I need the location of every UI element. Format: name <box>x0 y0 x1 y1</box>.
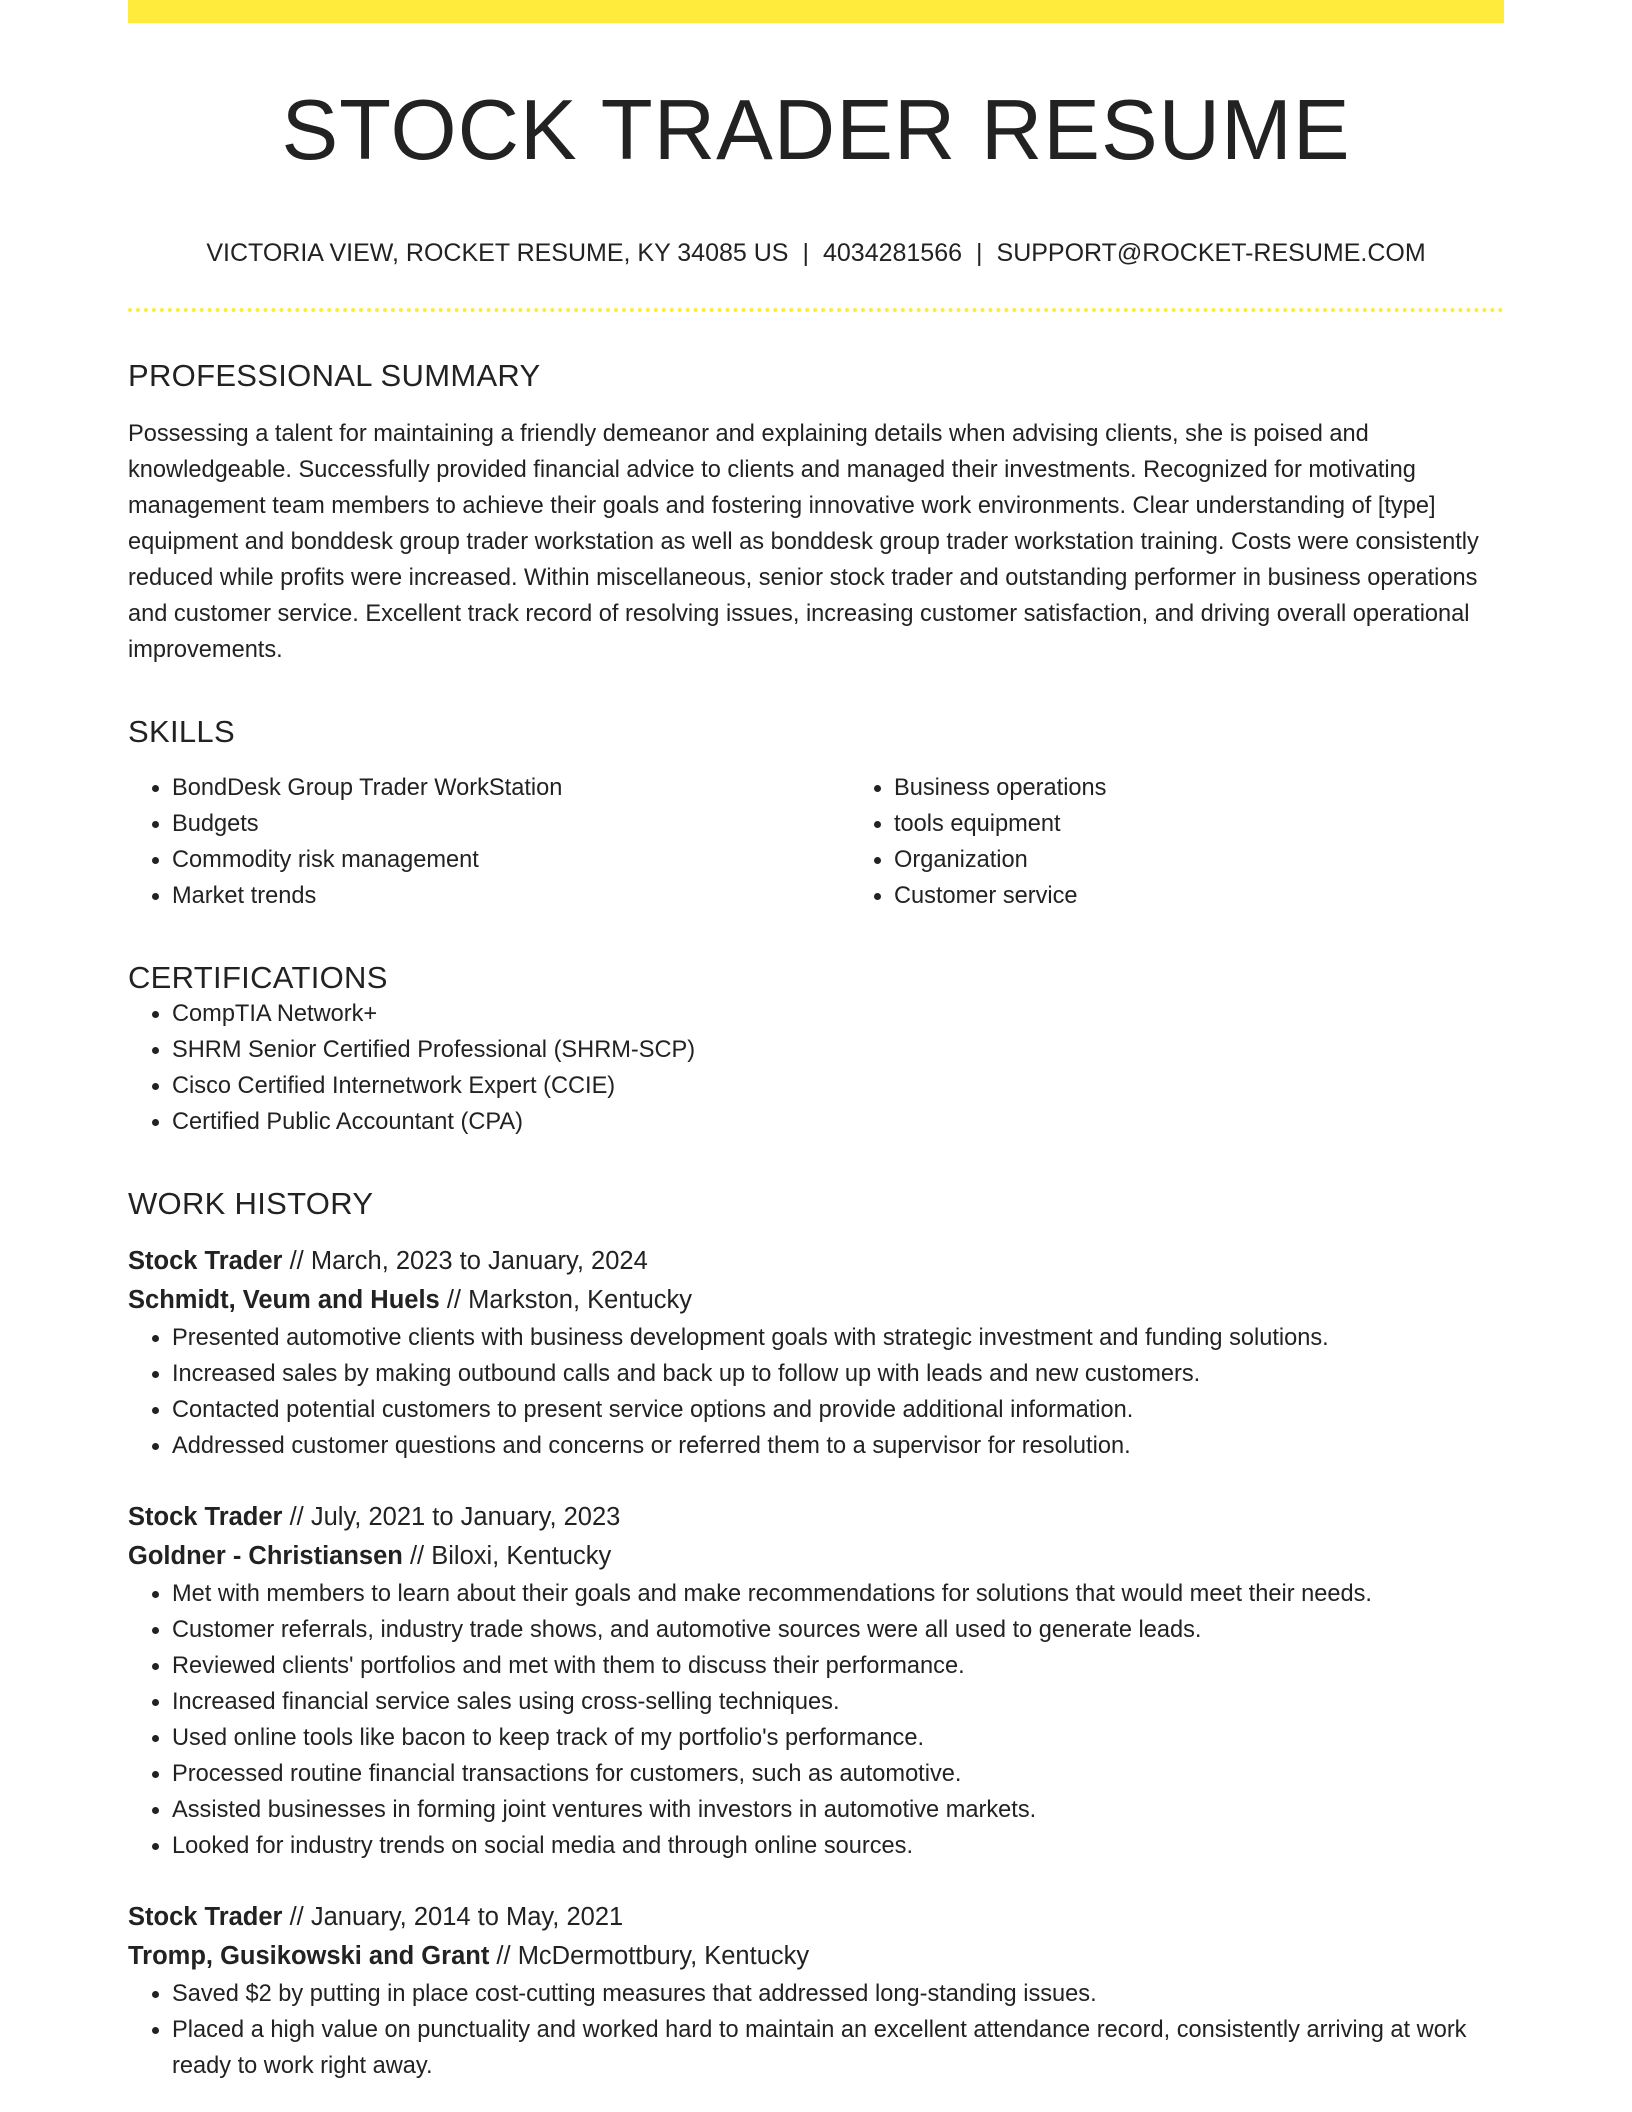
certification-item: • SHRM Senior Certified Professional (SHRM-SCP) <box>172 1032 1504 1068</box>
certification-item: • Cisco Certified Internetwork Expert (CCIE) <box>172 1068 1504 1104</box>
skills-column-right <box>850 770 1572 914</box>
skills-heading: SKILLS <box>128 713 235 749</box>
certifications-list <box>128 996 1504 1140</box>
job-bullets <box>128 1976 1504 2084</box>
job-bullet: • Reviewed clients' portfolios and met with them to discuss their performance. <box>172 1648 1504 1684</box>
job-separator: // <box>289 1903 304 1932</box>
job-entry <box>128 1498 1504 1864</box>
skill-item: • Organization <box>894 842 1572 878</box>
job-location: Biloxi, Kentucky <box>431 1542 612 1571</box>
job-bullet: • Looked for industry trends on social media and through online sources. <box>172 1828 1504 1864</box>
contact-separator: | <box>802 239 809 267</box>
contact-email: SUPPORT@ROCKET-RESUME.COM <box>996 239 1426 267</box>
job-company-line <box>128 1281 1504 1320</box>
job-separator: // <box>446 1286 462 1315</box>
contact-line <box>128 237 1504 270</box>
job-bullet: • Placed a high value on punctuality and worked hard to maintain an excellent attendance record, consistently arriving at work ready to work right away. <box>172 2012 1504 2084</box>
job-bullet: • Addressed customer questions and concerns or referred them to a supervisor for resolution. <box>172 1428 1504 1464</box>
job-entry <box>128 1242 1504 1464</box>
job-title-line <box>128 1242 1504 1281</box>
summary-heading: PROFESSIONAL SUMMARY <box>128 357 541 393</box>
contact-phone: 4034281566 <box>822 239 963 267</box>
skills-list <box>128 770 1504 914</box>
page-title: STOCK TRADER RESUME <box>281 83 1351 178</box>
job-bullet: • Presented automotive clients with business development goals with strategic investment and funding solutions. <box>172 1320 1504 1356</box>
top-accent-bar <box>128 0 1504 23</box>
job-bullet: • Increased financial service sales using cross-selling techniques. <box>172 1684 1504 1720</box>
job-company: Goldner - Christiansen <box>128 1542 403 1571</box>
job-location: Markston, Kentucky <box>468 1286 693 1315</box>
skill-item: • Business operations <box>894 770 1572 806</box>
job-bullet: • Assisted businesses in forming joint ventures with investors in automotive markets. <box>172 1792 1504 1828</box>
job-location: McDermottbury, Kentucky <box>517 1942 810 1971</box>
job-bullet: • Customer referrals, industry trade shows, and automotive sources were all used to generate leads. <box>172 1612 1504 1648</box>
job-company: Schmidt, Veum and Huels <box>128 1286 440 1315</box>
job-bullet: • Increased sales by making outbound calls and back up to follow up with leads and new customers. <box>172 1356 1504 1392</box>
job-bullet: • Used online tools like bacon to keep track of my portfolio's performance. <box>172 1720 1504 1756</box>
job-separator: // <box>289 1247 304 1276</box>
job-entry <box>128 1898 1504 2084</box>
certification-item: • Certified Public Accountant (CPA) <box>172 1104 1504 1140</box>
job-dates: January, 2014 to May, 2021 <box>310 1903 624 1932</box>
skill-item: • Budgets <box>172 806 850 842</box>
skill-item: • tools equipment <box>894 806 1572 842</box>
job-bullet: • Contacted potential customers to present service options and provide additional information. <box>172 1392 1504 1428</box>
contact-separator: | <box>976 239 983 267</box>
job-bullets <box>128 1576 1504 1864</box>
job-bullet: • Saved $2 by putting in place cost-cutting measures that addressed long-standing issues. <box>172 1976 1504 2012</box>
work-history-heading: WORK HISTORY <box>128 1186 374 1222</box>
summary-text: Possessing a talent for maintaining a friendly demeanor and explaining details when advising clients, she is poised and knowledgeable. Successfully provided financial advice to clients and managed their investments. Recognized for motivating management team members to achieve their goals and fostering innovative work environments. Clear understanding of [type] equipment and bonddesk group trader workstation as well as bonddesk group trader workstation training. Costs were consistently reduced while profits were increased. Within miscellaneous, senior stock trader and outstanding performer in business operations and customer service. Excellent track record of resolving issues, increasing customer satisfaction, and driving overall operational improvements. <box>128 420 1479 663</box>
skill-item: • Customer service <box>894 878 1572 914</box>
job-dates: July, 2021 to January, 2023 <box>310 1503 621 1532</box>
contact-address: VICTORIA VIEW, ROCKET RESUME, KY 34085 US <box>206 239 789 267</box>
job-company-line <box>128 1537 1504 1576</box>
job-bullet: • Met with members to learn about their goals and make recommendations for solutions that would meet their needs. <box>172 1576 1504 1612</box>
job-separator: // <box>409 1542 425 1571</box>
job-title: Stock Trader <box>128 1247 283 1276</box>
job-separator: // <box>496 1942 511 1971</box>
dotted-divider <box>128 308 1504 312</box>
skills-column-left <box>128 770 850 914</box>
certification-item: • CompTIA Network+ <box>172 996 1504 1032</box>
certifications-heading: CERTIFICATIONS <box>128 959 388 995</box>
job-title: Stock Trader <box>128 1903 283 1932</box>
job-dates: March, 2023 to January, 2024 <box>310 1247 648 1276</box>
job-title-line <box>128 1898 1504 1937</box>
job-bullet: • Processed routine financial transactions for customers, such as automotive. <box>172 1756 1504 1792</box>
job-separator: // <box>289 1503 304 1532</box>
job-company-line <box>128 1937 1504 1976</box>
skill-item: • BondDesk Group Trader WorkStation <box>172 770 850 806</box>
job-title-line <box>128 1498 1504 1537</box>
job-title: Stock Trader <box>128 1503 283 1532</box>
job-company: Tromp, Gusikowski and Grant <box>128 1942 490 1971</box>
resume-page <box>128 0 1504 2084</box>
job-bullets <box>128 1320 1504 1464</box>
skill-item: • Commodity risk management <box>172 842 850 878</box>
skill-item: • Market trends <box>172 878 850 914</box>
